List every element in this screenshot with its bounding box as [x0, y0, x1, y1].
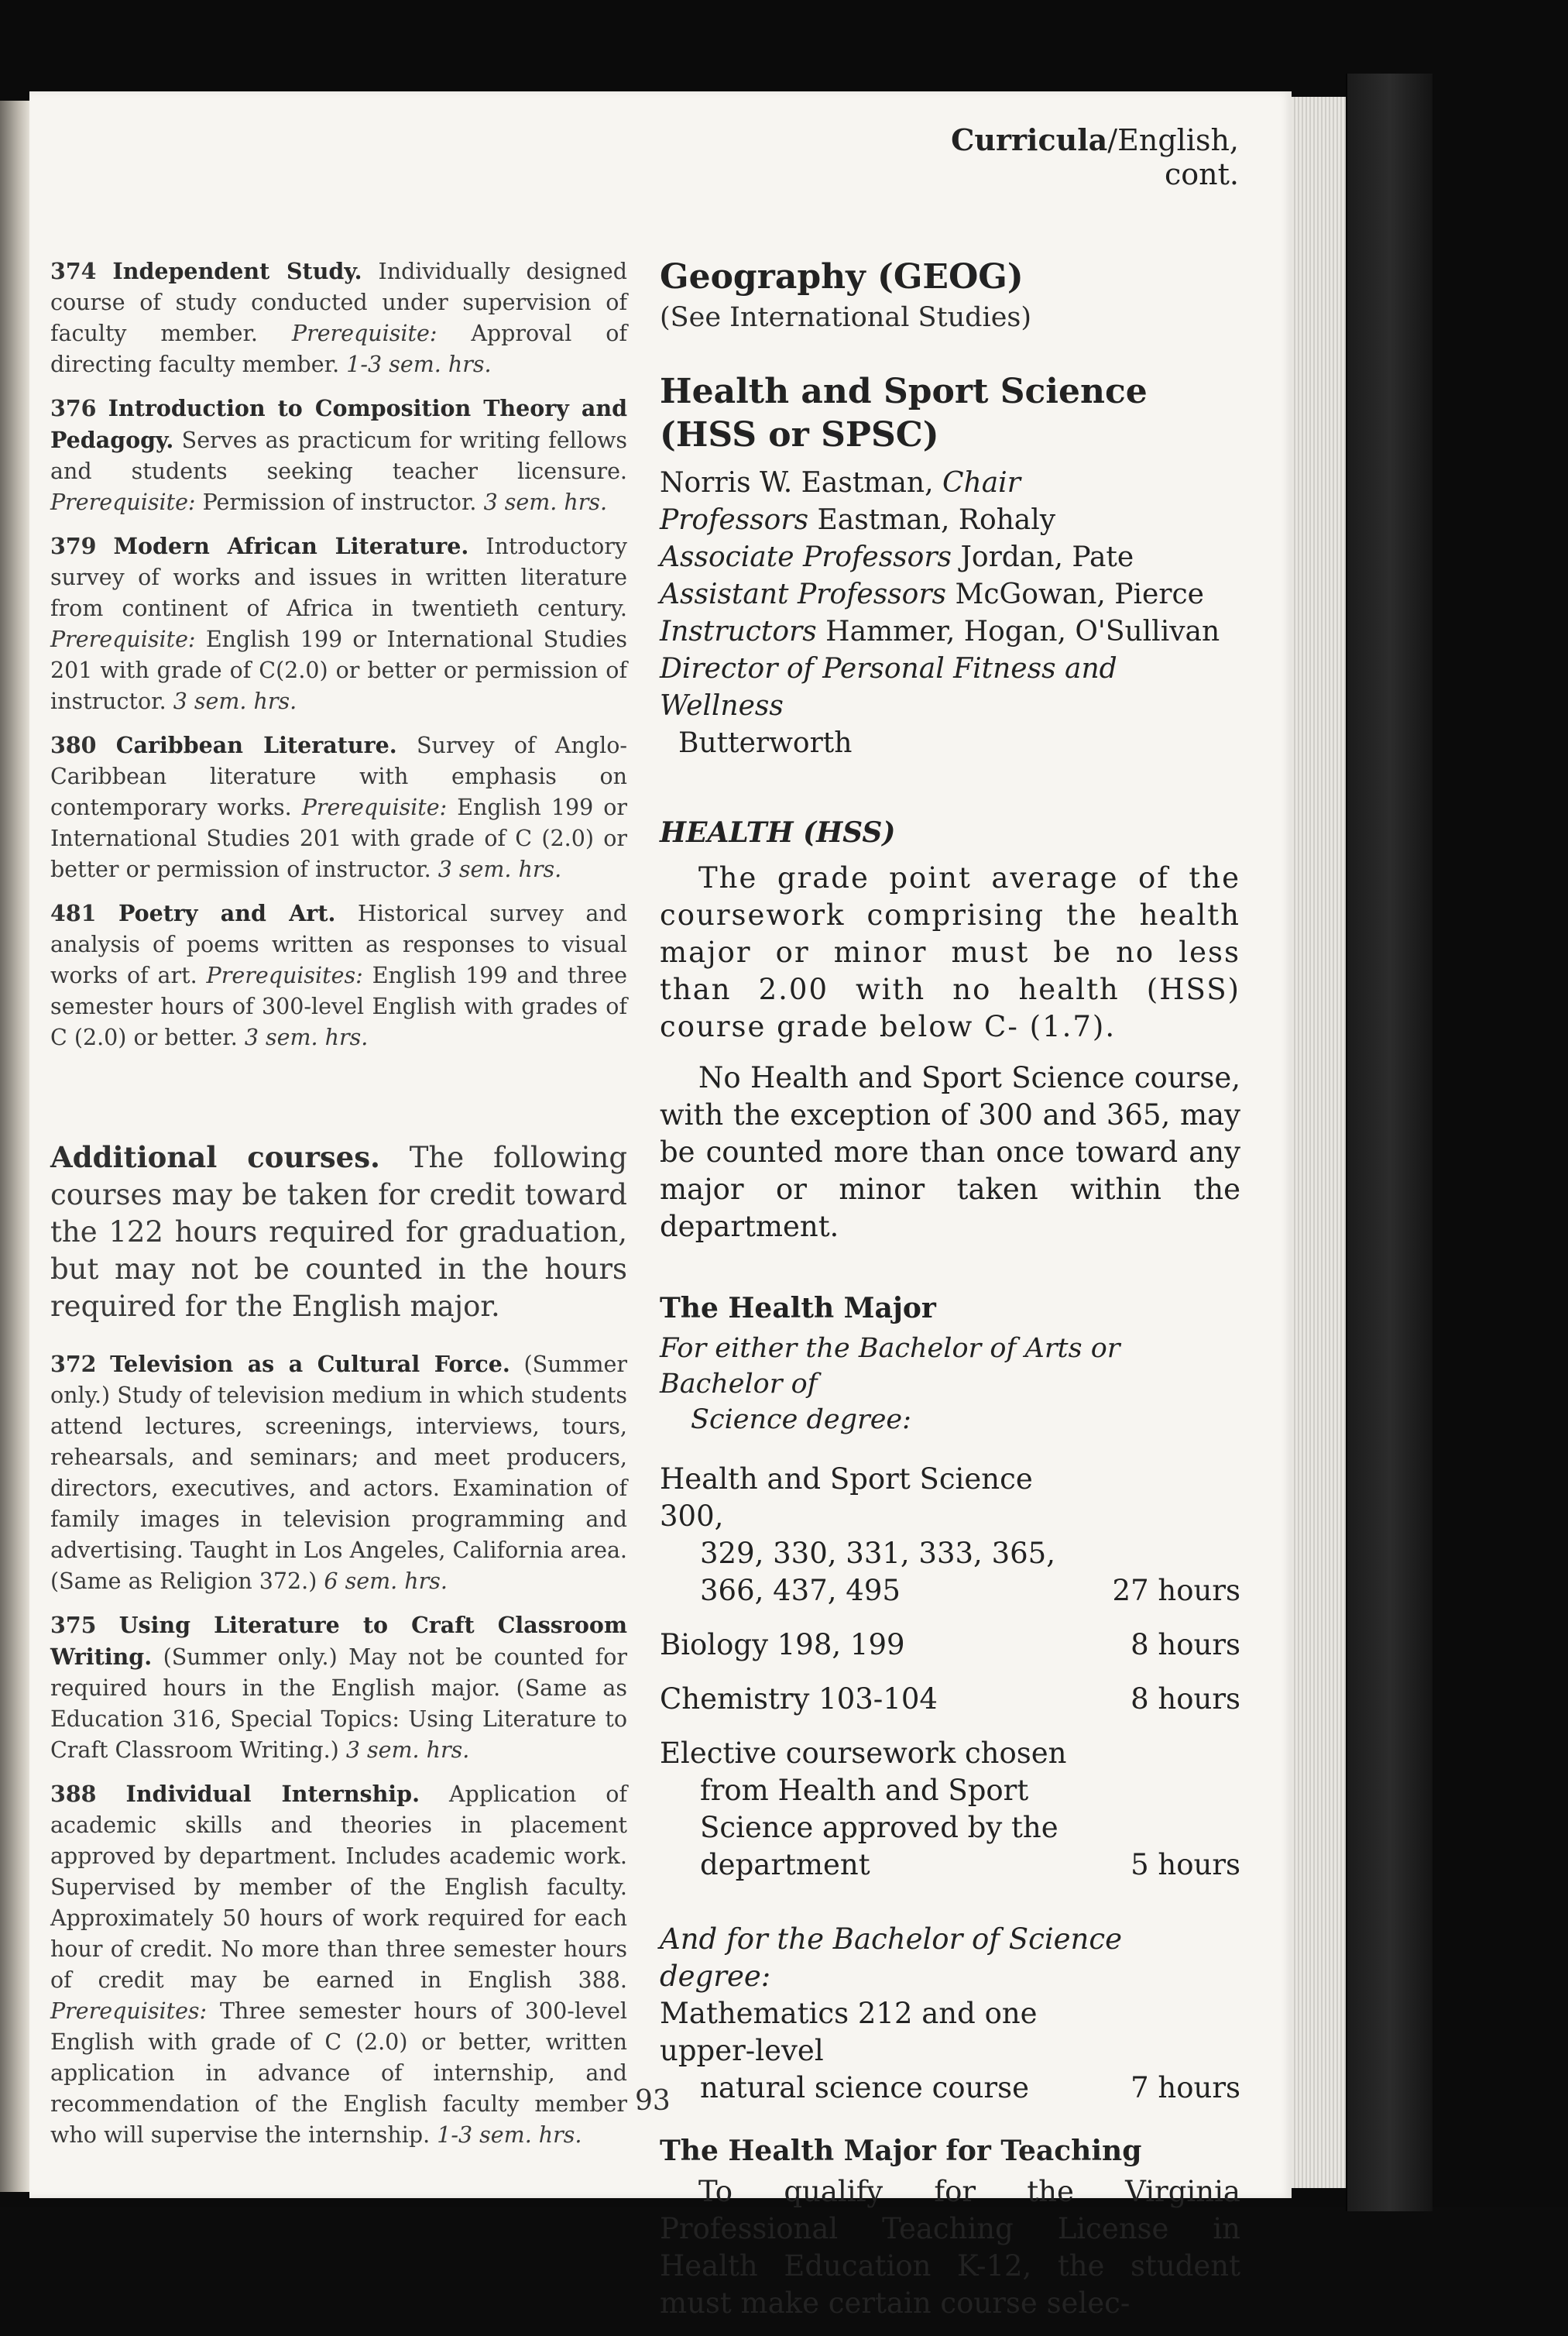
course-hours: 3 sem. hrs.: [173, 689, 297, 714]
prerequisite-text: English 199 or International Studies 201 with grade of C (2.0) or better or permission of instructor.: [50, 795, 628, 882]
requirement-text: Health and Sport Science 300,: [660, 1462, 1033, 1533]
health-course-rule-paragraph: No Health and Sport Science course, with the exception of 300 and 365, may be counted more than once toward any major or minor taken within the department.: [660, 1061, 1240, 1243]
left-column: [50, 256, 627, 2163]
faculty-instructors: [660, 613, 1240, 651]
prerequisite-text: Approval of directing faculty member.: [50, 321, 627, 377]
requirement-text: 366, 437, 495: [700, 1574, 901, 1607]
course-title: Using Literature to Craft Classroom Writing.: [50, 1612, 628, 1670]
requirement-text: Science approved by the: [700, 1811, 1058, 1844]
director-name: Butterworth: [678, 727, 853, 759]
faculty-listing: [660, 465, 1240, 762]
page-number: 93: [635, 2085, 671, 2117]
course-title: Poetry and Art.: [118, 900, 336, 926]
course-title: Modern African Literature.: [113, 533, 469, 559]
geography-heading: Geography (GEOG): [660, 257, 1024, 297]
course-number: 376: [50, 395, 97, 421]
degree-note: [660, 1331, 1240, 1438]
course-description: Introductory survey of works and issues in written literature from continent of Africa in twentieth century.: [50, 534, 627, 621]
course-hours: 3 sem. hrs.: [437, 857, 562, 882]
course-hours: 3 sem. hrs.: [483, 490, 608, 515]
course-number: 374: [50, 258, 97, 284]
requirement-text: 329, 330, 331, 333, 365,: [700, 1537, 1055, 1570]
header-subsection: /English, cont.: [1107, 123, 1239, 191]
requirement-hours: 5 hours: [1131, 1848, 1240, 1881]
additional-courses-body: The following courses may be taken for credit toward the 122 hours required for graduation, but may not be counted in the hours required for the English major.: [50, 1141, 628, 1323]
prerequisite-text: Permission of instructor.: [195, 490, 484, 515]
health-major-heading: The Health Major: [660, 1292, 936, 1324]
requirement-hours: 8 hours: [1131, 1628, 1240, 1661]
bs-degree-note: And for the Bachelor of Science degree:: [660, 1922, 1123, 1993]
requirement-hours: 7 hours: [1131, 2071, 1240, 2104]
course-hours: 6 sem. hrs.: [324, 1568, 448, 1594]
requirement-row: [660, 1627, 1240, 1664]
course-description: (Summer only.) May not be counted for required hours in the English major. (Same as Education 316, Special Topics: Using Literature to Craft Classroom Writing.): [50, 1644, 627, 1763]
faculty-assistant: [660, 576, 1240, 613]
course-description: (Summer only.) Study of television medium in which students attend lectures, screenings, interviews, tours, rehearsals, and seminars; and meet producers, directors, executives, and actors. Examination of family images in television programming and advertising. Taught in Los Angeles, California area. (Same as Religion 372.): [50, 1352, 627, 1594]
course-description: Historical survey and analysis of poems written as responses to visual works of art.: [50, 901, 627, 988]
course-entry: [50, 898, 627, 1053]
requirement-text: Mathematics 212 and one upper-level: [660, 1997, 1038, 2067]
course-number: 481: [50, 900, 97, 926]
hss-heading: [660, 370, 1240, 457]
faculty-professors: [660, 502, 1240, 539]
faculty-associate: [660, 539, 1240, 576]
instructors-names: Hammer, Hogan, O'Sullivan: [816, 616, 1220, 648]
professors-names: Eastman, Rohaly: [808, 504, 1056, 536]
course-entry: [50, 1348, 627, 1597]
additional-courses-title: Additional courses.: [50, 1140, 380, 1174]
additional-courses-intro: [50, 1139, 627, 1325]
geography-note: (See International Studies): [660, 302, 1032, 333]
teaching-major-heading: The Health Major for Teaching: [660, 2135, 1142, 2167]
prerequisite-label: Prerequisite:: [50, 490, 196, 515]
associate-label: Associate Professors: [660, 541, 952, 573]
requirement-row: [660, 1995, 1240, 2107]
requirement-text: Elective coursework chosen: [660, 1737, 1067, 1770]
health-subheading: HEALTH (HSS): [660, 816, 896, 849]
director-label: Director of Personal Fitness and Wellness: [660, 653, 1117, 722]
course-title: Introduction to Composition Theory and Pedagogy.: [50, 395, 627, 453]
hss-heading-line1: Health and Sport Science: [660, 372, 1148, 411]
course-hours: 1-3 sem. hrs.: [346, 352, 492, 377]
course-entry: [50, 1778, 627, 2151]
course-entry: [50, 531, 627, 717]
instructors-label: Instructors: [660, 616, 817, 648]
header-section: Curricula: [951, 122, 1108, 157]
course-title: Television as a Cultural Force.: [110, 1351, 510, 1377]
additional-course-list: [50, 1348, 627, 2151]
course-description: Application of academic skills and theories in placement approved by department. Includes academic work. Supervised by member of the English faculty. Approximately 50 hours of work required for each hour of credit. No more than three semester hours of credit may be earned in English 388.: [50, 1781, 627, 1993]
course-entry: [50, 1609, 627, 1766]
course-title: Caribbean Literature.: [115, 732, 397, 758]
course-title: Independent Study.: [112, 258, 362, 284]
prerequisite-text: English 199 or International Studies 201 with grade of C(2.0) or better or permission of instructor.: [50, 627, 627, 714]
requirement-text: natural science course: [700, 2071, 1029, 2104]
page-stack-edges: [1292, 97, 1346, 2188]
running-header: [887, 122, 1239, 191]
requirement-hours: 8 hours: [1131, 1682, 1240, 1716]
course-number: 372: [50, 1351, 97, 1377]
assistant-label: Assistant Professors: [660, 579, 947, 610]
prerequisite-label: Prerequisite:: [50, 627, 196, 652]
prerequisite-label: Prerequisites:: [50, 1998, 208, 2024]
chair-name: Norris W. Eastman,: [660, 467, 942, 499]
course-number: 388: [50, 1781, 97, 1807]
professors-label: Professors: [660, 504, 809, 536]
right-column: [660, 256, 1240, 2336]
course-entry: [50, 730, 627, 885]
associate-names: Jordan, Pate: [952, 541, 1134, 573]
requirement-row: [660, 1681, 1240, 1718]
faculty-chair: [660, 465, 1240, 502]
book-cover-edge: [1346, 74, 1432, 2211]
course-description: Individually designed course of study conducted under supervision of faculty member.: [50, 259, 627, 346]
requirement-row: [660, 1461, 1240, 1609]
prerequisite-label: Prerequisite:: [291, 321, 437, 346]
requirement-text: Biology 198, 199: [660, 1628, 905, 1661]
teaching-paragraph: To qualify for the Virginia Professional Teaching License in Health Education K-12, the student must make certain course selec-: [660, 2175, 1240, 2320]
requirement-hours: 27 hours: [1112, 1574, 1240, 1607]
facing-page-edge: [0, 101, 31, 2192]
prerequisite-text: English 199 and three semester hours of 300-level English with grades of C (2.0) or better.: [50, 963, 627, 1050]
degree-note-line2: Science degree:: [691, 1404, 911, 1435]
course-description: Survey of Anglo-Caribbean literature with emphasis on contemporary works.: [50, 733, 627, 820]
course-hours: 3 sem. hrs.: [345, 1737, 470, 1763]
requirement-row: [660, 1735, 1240, 1884]
course-number: 379: [50, 533, 97, 559]
english-course-list: [50, 256, 627, 1053]
degree-note-line1: For either the Bachelor of Arts or Bachelor of: [660, 1333, 1120, 1400]
course-entry: [50, 393, 627, 518]
requirement-text: Chemistry 103-104: [660, 1682, 938, 1716]
requirement-text: from Health and Sport: [700, 1774, 1029, 1807]
course-number: 375: [50, 1612, 97, 1638]
course-number: 380: [50, 732, 97, 758]
hss-heading-line2: (HSS or SPSC): [660, 415, 939, 455]
faculty-director: [660, 651, 1240, 725]
course-entry: [50, 256, 627, 380]
course-description: Serves as practicum for writing fellows and students seeking teacher licensure.: [50, 428, 627, 484]
prerequisite-label: Prerequisite:: [301, 795, 448, 820]
prerequisite-label: Prerequisites:: [206, 963, 363, 988]
requirement-text: department: [700, 1848, 870, 1881]
course-title: Individual Internship.: [125, 1781, 420, 1807]
assistant-names: McGowan, Pierce: [946, 579, 1204, 610]
course-hours: 1-3 sem. hrs.: [437, 2122, 582, 2148]
course-hours: 3 sem. hrs.: [244, 1025, 369, 1050]
health-gpa-paragraph: The grade point average of the coursework comprising the health major or minor must be no less than 2.00 with no health (HSS) course grade below C- (1.7).: [660, 861, 1240, 1043]
prerequisite-text: Three semester hours of 300-level English with grade of C (2.0) or better, written application in advance of internship, and recommendation of the English faculty member who will supervise the internship.: [50, 1998, 627, 2148]
chair-label: Chair: [942, 467, 1021, 499]
